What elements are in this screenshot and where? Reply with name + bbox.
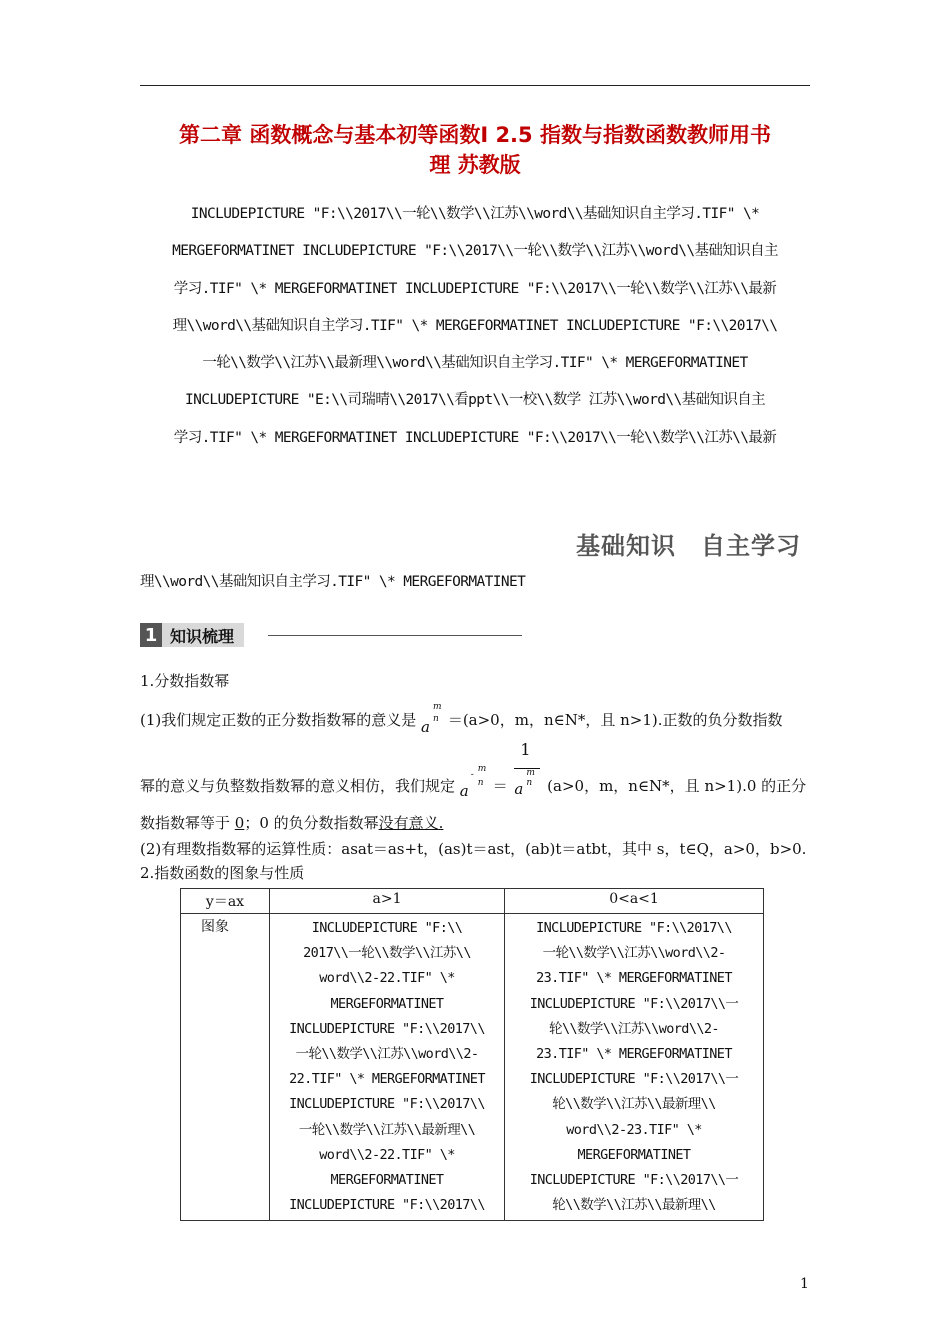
p1-condition: ＝(a>0，m，n∈N*，且 n>1).正数的负分数指数: [447, 711, 783, 729]
power-base: a: [459, 782, 469, 800]
power-minus: -: [470, 770, 474, 780]
include-line: 学习.TIF" \* MERGEFORMATINET INCLUDEPICTURE "F:\\2017\\一轮\\数学\\江苏\\最新: [173, 280, 777, 297]
cell-line: 一轮\\数学\\江苏\\word\\2-: [542, 945, 726, 962]
knowledge-banner: [140, 623, 244, 647]
cell-line: 轮\\数学\\江苏\\word\\2-: [549, 1020, 719, 1037]
cell-line: 23.TIF" \* MERGEFORMATINET: [536, 970, 732, 987]
row-label: 图象: [181, 914, 270, 1221]
cell-line: 22.TIF" \* MERGEFORMATINET: [289, 1071, 485, 1088]
fraction-denominator-base: a: [514, 780, 524, 798]
exponential-function-table: [180, 888, 764, 1221]
cell-line: 一轮\\数学\\江苏\\word\\2-: [295, 1046, 479, 1063]
cell-line: INCLUDEPICTURE "F:\\2017\\: [289, 1197, 485, 1214]
cell-line: INCLUDEPICTURE "F:\\2017\\一: [529, 995, 739, 1012]
knowledge-rule: [268, 635, 522, 636]
table-header: y＝ax: [181, 889, 270, 914]
include-field-block: [140, 196, 810, 457]
cell-line: INCLUDEPICTURE "F:\\2017\\一: [529, 1172, 739, 1189]
include-line: INCLUDEPICTURE "F:\\2017\\一轮\\数学\\江苏\\word\\基础知识自主学习.TIF" \*: [190, 206, 760, 222]
p3-prefix: 数指数幂等于: [140, 814, 235, 832]
cell-line: MERGEFORMATINET: [330, 1172, 444, 1189]
p3-mid: ；0 的负分数指数幂: [244, 814, 379, 832]
paragraph-2: [140, 740, 807, 810]
power-base: a: [421, 718, 430, 736]
no-meaning-answer: 没有意义.: [378, 814, 444, 832]
p2-equals: ＝: [492, 777, 508, 795]
cell-line: word\\2-22.TIF" \*: [319, 1146, 455, 1163]
power-exp-num: m: [526, 768, 535, 778]
document-title: [140, 120, 810, 180]
table-row: [181, 914, 764, 1221]
power-exp-num: m: [433, 702, 442, 712]
section-heading: 基础知识 自主学习: [576, 532, 801, 560]
negative-fraction-power: [459, 764, 488, 802]
power-exp-den: n: [477, 778, 484, 788]
cell-line: word\\2-23.TIF" \*: [566, 1121, 702, 1138]
include-line: INCLUDEPICTURE "E:\\司瑞晴\\2017\\看ppt\\一校\\数学 江苏\\word\\基础知识自主: [184, 392, 766, 409]
cell-line: MERGEFORMATINET: [577, 1146, 691, 1163]
fraction-numerator: 1: [520, 740, 531, 759]
graph-cell-a-gt-1: [270, 914, 505, 1221]
cell-line: 轮\\数学\\江苏\\最新理\\: [552, 1096, 716, 1113]
paragraph-4: (2)有理数指数幂的运算性质：asat＝as+t，(as)t＝ast，(ab)t＝atbt，其中 s，t∈Q，a>0，b>0.: [140, 840, 807, 858]
cell-line: INCLUDEPICTURE "F:\\: [311, 920, 463, 936]
power-exp-den: n: [526, 778, 533, 788]
paragraph-3: [140, 812, 443, 833]
item1-title: 1.分数指数幂: [140, 672, 230, 690]
include-field-after: 理\\word\\基础知识自主学习.TIF" \* MERGEFORMATINET: [140, 574, 526, 590]
include-line: MERGEFORMATINET INCLUDEPICTURE "F:\\2017\\一轮\\数学\\江苏\\word\\基础知识自主: [172, 243, 778, 260]
cell-line: 轮\\数学\\江苏\\最新理\\: [552, 1197, 716, 1214]
include-line: 学习.TIF" \* MERGEFORMATINET INCLUDEPICTURE "F:\\2017\\一轮\\数学\\江苏\\最新: [173, 429, 777, 446]
knowledge-label: 知识梳理: [162, 623, 244, 647]
fraction-power: [421, 702, 443, 736]
include-line: 一轮\\数学\\江苏\\最新理\\word\\基础知识自主学习.TIF" \* MERGEFORMATINET: [202, 355, 748, 372]
cell-line: INCLUDEPICTURE "F:\\2017\\: [536, 920, 732, 936]
p1-prefix: (1)我们规定正数的正分数指数幂的意义是: [140, 711, 417, 729]
zero-answer: 0: [234, 814, 245, 832]
cell-line: INCLUDEPICTURE "F:\\2017\\一: [529, 1071, 739, 1088]
cell-line: 2017\\一轮\\数学\\江苏\\: [303, 945, 471, 962]
page-number: 1: [800, 1276, 809, 1292]
p2-condition: (a>0，m，n∈N*，且 n>1).0 的正分: [547, 777, 807, 795]
include-line: 理\\word\\基础知识自主学习.TIF" \* MERGEFORMATINET INCLUDEPICTURE "F:\\2017\\: [172, 317, 778, 334]
title-line-2: 理 苏教版: [429, 153, 521, 177]
cell-line: word\\2-22.TIF" \*: [319, 970, 455, 987]
table-header: 0<a<1: [505, 889, 764, 914]
item2-title: 2.指数函数的图象与性质: [140, 864, 305, 882]
table-header: a>1: [270, 889, 505, 914]
power-exp-num: m: [477, 764, 487, 774]
cell-line: 一轮\\数学\\江苏\\最新理\\: [298, 1121, 476, 1138]
paragraph-1: [140, 702, 783, 736]
table-header-row: [181, 889, 764, 914]
knowledge-number: 1: [140, 623, 162, 647]
graph-cell-a-lt-1: [505, 914, 764, 1221]
cell-line: MERGEFORMATINET: [330, 995, 444, 1012]
title-line-1: 第二章 函数概念与基本初等函数Ⅰ 2.5 指数与指数函数教师用书: [179, 123, 771, 147]
header-rule: [140, 85, 810, 86]
p2-prefix: 幂的意义与负整数指数幂的意义相仿，我们规定: [140, 777, 456, 795]
cell-line: INCLUDEPICTURE "F:\\2017\\: [289, 1020, 485, 1037]
cell-line: 23.TIF" \* MERGEFORMATINET: [536, 1046, 732, 1063]
power-exp-den: n: [433, 714, 439, 724]
reciprocal-fraction: [512, 740, 542, 806]
cell-line: INCLUDEPICTURE "F:\\2017\\: [289, 1096, 485, 1113]
